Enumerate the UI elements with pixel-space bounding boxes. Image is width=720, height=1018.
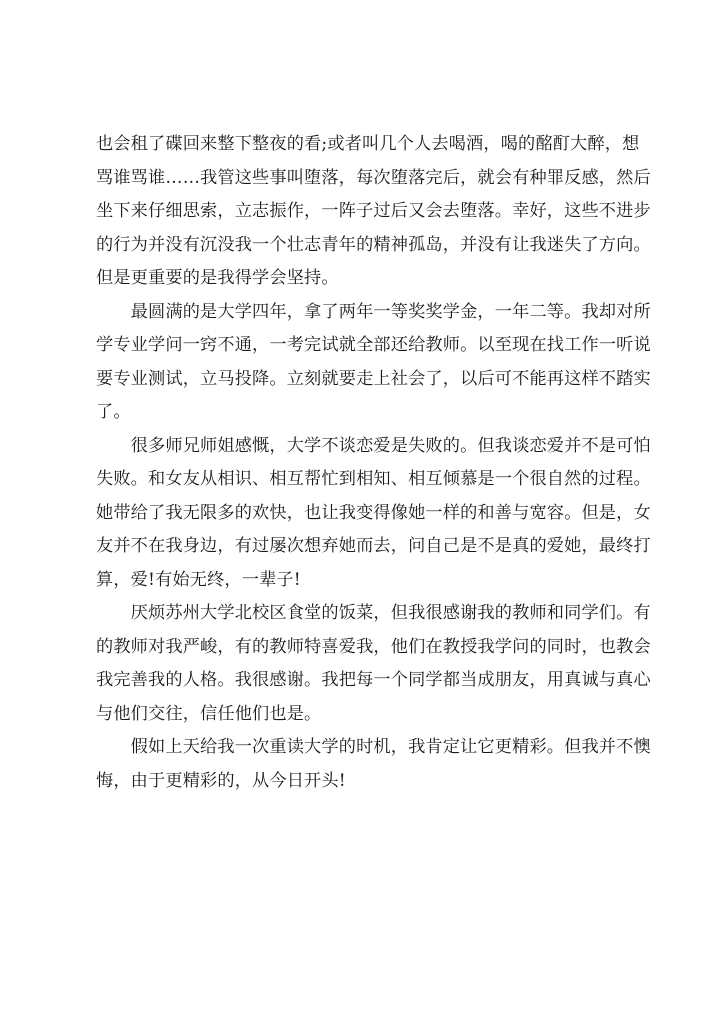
text-line: 失败。和女友从相识、相互帮忙到相知、相互倾慕是一个很自然的过程。: [96, 469, 651, 489]
text-line: 学专业学问一窍不通，一考完试就全部还给教师。以至现在找工作一听说: [96, 335, 651, 355]
text-line: 算，爱!有始无终，一辈子!: [96, 569, 301, 590]
text-line: 假如上天给我一次重读大学的时机，我肯定让它更精彩。但我并不懊: [96, 737, 651, 757]
text-line: 的行为并没有沉没我一个壮志青年的精神孤岛，并没有让我迷失了方向。: [96, 234, 651, 255]
text-line: 厌烦苏州大学北校区食堂的饭菜，但我很感谢我的教师和同学们。有: [96, 603, 651, 623]
text-line: 了。: [96, 402, 131, 422]
text-line: 很多师兄师姐感慨，大学不谈恋爱是失败的。但我谈恋爱并不是可怕: [96, 435, 651, 456]
text-line: 友并不在我身边，有过屡次想弃她而去，问自己是不是真的爱她，最终打: [96, 536, 651, 556]
text-line: 要专业测试，立马投降。立刻就要走上社会了，以后可不能再这样不踏实: [96, 368, 651, 389]
text-line: 但是更重要的是我得学会坚持。: [96, 268, 339, 288]
text-line: 骂谁骂谁……我管这些事叫堕落，每次堕落完后，就会有种罪反感，然后: [96, 167, 651, 188]
body-text: [96, 128, 651, 798]
text-line: 也会租了碟回来整下整夜的看;或者叫几个人去喝酒，喝的酩酊大醉，想: [96, 134, 640, 154]
text-line: 悔，由于更精彩的，从今日开头!: [96, 770, 346, 791]
text-line: 的教师对我严峻，有的教师特喜爱我，他们在教授我学问的同时，也教会: [96, 636, 651, 657]
text-line: 我完善我的人格。我很感谢。我把每一个同学都当成朋友，用真诚与真心: [96, 670, 651, 690]
text-line: 坐下来仔细思索，立志振作，一阵子过后又会去堕落。幸好，这些不进步: [96, 201, 651, 221]
text-line: 最圆满的是大学四年，拿了两年一等奖奖学金，一年二等。我却对所: [96, 301, 651, 322]
text-line: 与他们交往，信任他们也是。: [96, 703, 322, 724]
text-line: 她带给了我无限多的欢快，也让我变得像她一样的和善与宽容。但是，女: [96, 502, 651, 523]
